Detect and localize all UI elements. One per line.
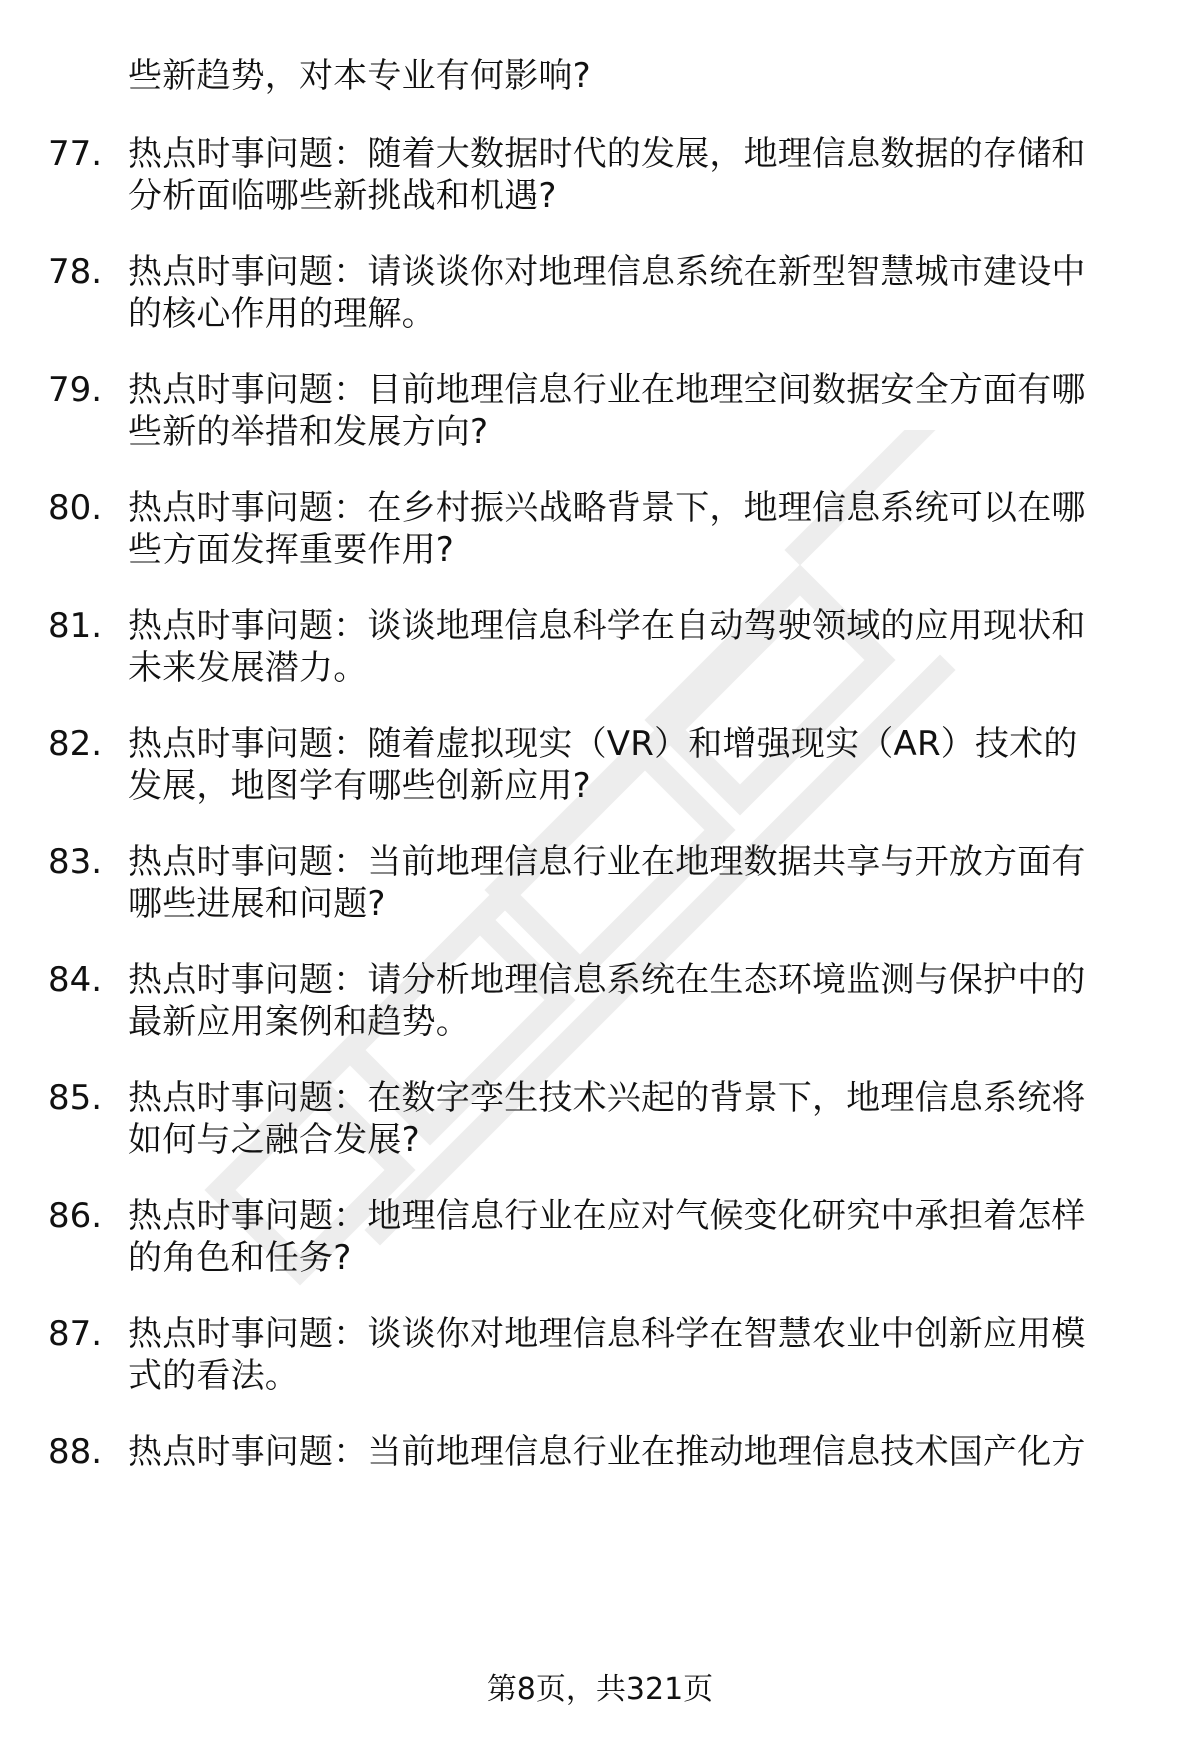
item-text-line: 热点时事问题：请谈谈你对地理信息系统在新型智慧城市建设中 <box>128 252 1086 292</box>
item-text-line: 热点时事问题：在数字孪生技术兴起的背景下，地理信息系统将 <box>128 1078 1086 1118</box>
item-text-line: 些新的举措和发展方向? <box>128 412 489 452</box>
item-text-line: 热点时事问题：当前地理信息行业在推动地理信息技术国产化方 <box>128 1432 1086 1472</box>
item-number: 78. <box>48 252 103 292</box>
item-text-line: 热点时事问题：随着虚拟现实（VR）和增强现实（AR）技术的 <box>128 724 1078 764</box>
item-text-line: 热点时事问题：随着大数据时代的发展，地理信息数据的存储和 <box>128 134 1086 174</box>
item-number: 82. <box>48 724 103 764</box>
item-text-line: 热点时事问题：谈谈地理信息科学在自动驾驶领域的应用现状和 <box>128 606 1086 646</box>
item-number: 84. <box>48 960 103 1000</box>
item-number: 85. <box>48 1078 103 1118</box>
item-text-line: 未来发展潜力。 <box>128 648 368 688</box>
item-text-line: 发展，地图学有哪些创新应用? <box>128 766 591 806</box>
item-number: 86. <box>48 1196 103 1236</box>
item-text-line: 热点时事问题：请分析地理信息系统在生态环境监测与保护中的 <box>128 960 1086 1000</box>
item-text-line: 哪些进展和问题? <box>128 884 386 924</box>
item-number: 79. <box>48 370 103 410</box>
item-number: 88. <box>48 1432 103 1472</box>
item-text-line: 热点时事问题：当前地理信息行业在地理数据共享与开放方面有 <box>128 842 1086 882</box>
lead-continuation-line: 些新趋势，对本专业有何影响? <box>128 56 591 96</box>
item-number: 87. <box>48 1314 103 1354</box>
item-text-line: 热点时事问题：谈谈你对地理信息科学在智慧农业中创新应用模 <box>128 1314 1086 1354</box>
item-text-line: 些方面发挥重要作用? <box>128 530 455 570</box>
item-number: 81. <box>48 606 103 646</box>
item-text-line: 最新应用案例和趋势。 <box>128 1002 470 1042</box>
item-number: 83. <box>48 842 103 882</box>
item-text-line: 式的看法。 <box>128 1356 299 1396</box>
item-text-line: 的核心作用的理解。 <box>128 294 436 334</box>
item-number: 77. <box>48 134 103 174</box>
page-footer: 第8页，共321页 <box>486 1672 714 1707</box>
item-text-line: 如何与之融合发展? <box>128 1120 420 1160</box>
item-text-line: 热点时事问题：在乡村振兴战略背景下，地理信息系统可以在哪 <box>128 488 1086 528</box>
item-text-line: 的角色和任务? <box>128 1238 352 1278</box>
item-number: 80. <box>48 488 103 528</box>
item-text-line: 热点时事问题：地理信息行业在应对气候变化研究中承担着怎样 <box>128 1196 1086 1236</box>
item-text-line: 分析面临哪些新挑战和机遇? <box>128 176 557 216</box>
item-text-line: 热点时事问题：目前地理信息行业在地理空间数据安全方面有哪 <box>128 370 1086 410</box>
